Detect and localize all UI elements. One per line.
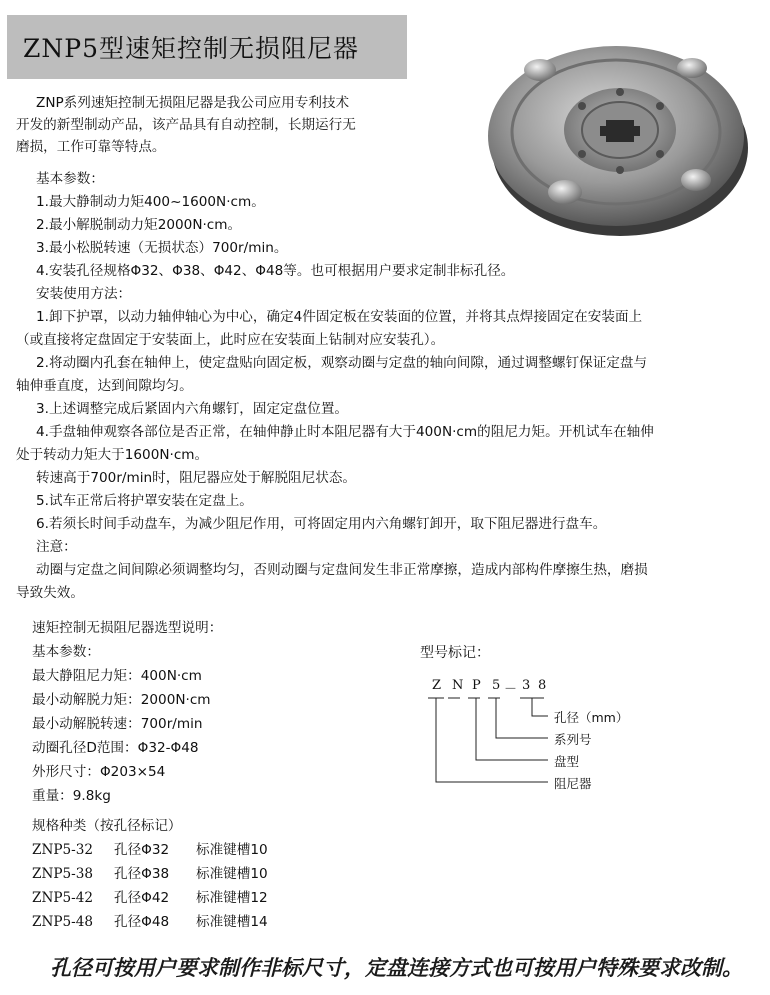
selection-param: 最小动解脱转速：700r/min (32, 716, 203, 732)
leader-line (476, 698, 548, 760)
install-heading: 安装使用方法： (36, 286, 132, 302)
spec-key: 标准键槽14 (196, 914, 268, 930)
selection-param: 最小动解脱力矩：2000N·cm (32, 692, 211, 708)
spec-row (16, 886, 396, 910)
leader-line (532, 698, 548, 716)
model-label-bore: 孔径（mm） (554, 710, 629, 725)
spec-key: 标准键槽10 (196, 866, 268, 882)
spec-key: 标准键槽10 (196, 842, 268, 858)
bolt (578, 150, 586, 158)
basic-param-item: 4.安装孔径规格Φ32、Φ38、Φ42、Φ48等。也可根据用户要求定制非标孔径。 (36, 263, 515, 279)
bolt (656, 102, 664, 110)
bolt (616, 88, 624, 96)
install-line: 5.试车正常后将护罩安装在定盘上。 (36, 493, 253, 509)
model-code-char: P (472, 678, 481, 693)
basic-param-item: 3.最小松脱转速（无损状态）700r/min。 (36, 240, 288, 256)
model-marking-title: 型号标记： (420, 645, 490, 661)
spec-model: ZNP5-42 (32, 890, 94, 906)
selection-section (16, 616, 396, 934)
model-code-char: 3 (522, 678, 531, 693)
model-label-disc: 盘型 (554, 754, 580, 769)
model-code-char: 8 (538, 678, 547, 693)
spec-model: ZNP5-32 (32, 842, 94, 858)
spec-model: ZNP5-48 (32, 914, 94, 930)
model-leader-lines (420, 642, 680, 812)
leader-line (496, 698, 548, 738)
install-line: 3.上述调整完成后紧固内六角螺钉，固定定盘位置。 (36, 401, 349, 417)
model-code-char: Z (432, 678, 442, 693)
install-line: 转速高于700r/min时，阻尼器应处于解脱阻尼状态。 (36, 470, 357, 486)
intro-line: 磨损，工作可靠等特点。 (16, 139, 166, 155)
install-line: 轴伸垂直度，达到间隙均匀。 (16, 378, 193, 394)
spec-heading: 规格种类（按孔径标记） (32, 818, 182, 834)
spec-row (16, 838, 396, 862)
selection-param: 动圈孔径D范围：Φ32-Φ48 (32, 740, 199, 756)
note-line: 导致失效。 (16, 585, 84, 601)
install-line: 处于转动力矩大于1600N·cm。 (16, 447, 209, 463)
footer-note: 孔径可按用户要求制作非标尺寸，定盘连接方式也可按用户特殊要求改制。 (50, 956, 743, 980)
model-label-series: 系列号 (554, 732, 592, 747)
selection-subheading: 基本参数： (32, 644, 100, 660)
spec-bore: 孔径Φ42 (114, 890, 170, 906)
spec-model: ZNP5-38 (32, 866, 94, 882)
spec-bore: 孔径Φ38 (114, 866, 170, 882)
note-heading: 注意： (36, 539, 77, 555)
basic-param-item: 2.最小解脱制动力矩2000N·cm。 (36, 217, 242, 233)
leader-line (436, 698, 548, 782)
model-marking-diagram (420, 642, 680, 812)
page-title: ZNP5型速矩控制无损阻尼器 (7, 15, 407, 79)
selection-heading: 速矩控制无损阻尼器选型说明： (32, 620, 223, 636)
install-line: 2.将动圈内孔套在轴伸上，使定盘贴向固定板，观察动圈与定盘的轴向间隙，通过调整螺钉保证定盘与 (36, 355, 648, 371)
intro-line: 开发的新型制动产品，该产品具有自动控制，长期运行无 (16, 117, 356, 133)
fixing-plate (677, 58, 707, 78)
install-line: （或直接将定盘固定于安装面上，此时应在安装面上钻制对应安装孔）。 (16, 332, 445, 348)
fixing-plate (524, 59, 556, 81)
install-line: 4.手盘轴伸观察各部位是否正常，在轴伸静止时本阻尼器有大于400N·cm的阻尼力矩。开机试车在轴伸 (36, 424, 654, 440)
basic-params-heading: 基本参数： (36, 171, 104, 187)
model-code-char: － (504, 682, 518, 697)
spec-row (16, 910, 396, 934)
basic-param-item: 1.最大静制动力矩400~1600N·cm。 (36, 194, 265, 210)
spec-row (16, 862, 396, 886)
note-line: 动圈与定盘之间间隙必须调整均匀，否则动圈与定盘间发生非正常摩擦，造成内部构件摩擦生热，磨损 (36, 562, 648, 578)
selection-param: 最大静阻尼力矩：400N·cm (32, 668, 202, 684)
intro-line: ZNP系列速矩控制无损阻尼器是我公司应用专利技术 (36, 95, 350, 111)
bolt (656, 150, 664, 158)
spec-bore: 孔径Φ48 (114, 914, 170, 930)
model-code-char: N (452, 678, 464, 693)
model-code-char: 5 (492, 678, 501, 693)
selection-param: 重量：9.8kg (32, 788, 111, 804)
bolt (578, 102, 586, 110)
install-line: 6.若须长时间手动盘车，为减少阻尼作用，可将固定用内六角螺钉卸开，取下阻尼器进行盘车。 (36, 516, 607, 532)
install-line: 1.卸下护罩，以动力轴伸轴心为中心，确定4件固定板在安装面的位置，并将其点焊接固定在安装面上 (36, 309, 643, 325)
hub-bore (600, 120, 640, 142)
selection-param: 外形尺寸：Φ203×54 (32, 764, 166, 780)
spec-bore: 孔径Φ32 (114, 842, 170, 858)
parameters-section (16, 168, 756, 605)
intro-paragraph (16, 92, 456, 158)
spec-key: 标准键槽12 (196, 890, 268, 906)
model-label-damper: 阻尼器 (554, 776, 592, 791)
